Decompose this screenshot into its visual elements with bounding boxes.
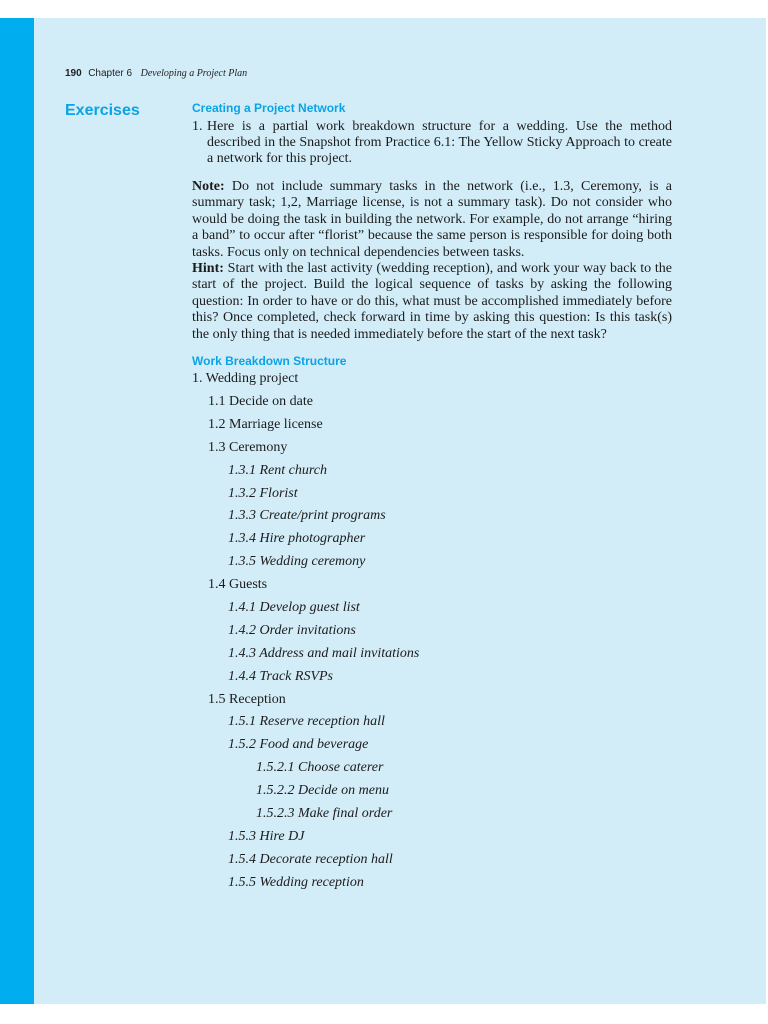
- wbs-item: 1.1 Decide on date: [208, 393, 313, 409]
- chapter-edge-bar: [0, 18, 34, 1004]
- chapter-label: Chapter 6: [88, 68, 133, 79]
- page: [0, 18, 766, 1004]
- wbs-item: 1.5.2.3 Make final order: [256, 805, 393, 821]
- wbs-item: 1.3.1 Rent church: [228, 462, 328, 478]
- wbs-item: 1.4 Guests: [208, 577, 268, 593]
- wbs-item: 1.5.1 Reserve reception hall: [228, 714, 385, 730]
- wbs-item: 1.5.4 Decorate reception hall: [228, 851, 393, 867]
- wbs-item: 1.3.4 Hire photographer: [228, 531, 366, 547]
- wbs-item: 1.3 Ceremony: [208, 439, 288, 455]
- exercise-text: Here is a partial work breakdown structure for a wedding. Use the method described in the Snapshot from Practice 6.1: The Yellow Sticky Approach to create a network for this project.: [207, 119, 672, 166]
- wbs-item: 1.5.5 Wedding reception: [228, 874, 364, 890]
- wbs-item: 1.2 Marriage license: [208, 416, 323, 432]
- wbs-item: 1.3.2 Florist: [228, 485, 298, 501]
- wbs-item: 1.5.2 Food and beverage: [228, 737, 369, 753]
- note-paragraph: [192, 179, 672, 261]
- wbs-item: 1.3.5 Wedding ceremony: [228, 554, 366, 570]
- wbs-item: 1.4.2 Order invitations: [228, 622, 356, 638]
- exercise-item: [192, 119, 672, 167]
- wbs-item: 1.3.3 Create/print programs: [228, 508, 386, 524]
- section-title: Creating a Project Network: [192, 101, 346, 115]
- wbs-item: 1.5.2.2 Decide on menu: [256, 783, 389, 799]
- wbs-item: 1.5.2.1 Choose caterer: [256, 760, 384, 776]
- hint-paragraph: [192, 261, 672, 343]
- hint-label: Hint:: [192, 261, 224, 277]
- page-number: 190: [65, 68, 82, 79]
- hint-text: Start with the last activity (wedding reception), and work your way back to the start of the project. Build the logical sequence of tasks by asking the following question: In order to have or do this, what must be accomplished immediately before this? Once completed, check forward in time by asking this question: Is this task(s) the only thing that is needed immediately before the start of the next task?: [192, 261, 672, 342]
- wbs-item: 1.5 Reception: [208, 691, 286, 707]
- note-label: Note:: [192, 179, 225, 194]
- exercise-content: [192, 100, 672, 898]
- wbs-list: [192, 371, 672, 897]
- wbs-item: 1.5.3 Hire DJ: [228, 828, 305, 844]
- chapter-title: Developing a Project Plan: [140, 68, 248, 79]
- wbs-item: 1.4.4 Track RSVPs: [228, 668, 333, 684]
- wbs-title: Work Breakdown Structure: [192, 354, 347, 369]
- wbs-item: 1.4.3 Address and mail invitations: [228, 645, 420, 661]
- exercises-heading: Exercises: [65, 102, 140, 119]
- running-head: [65, 68, 247, 79]
- note-text: Do not include summary tasks in the network (i.e., 1.3, Ceremony, is a summary task; 1,2, Marriage license, is not a summary task). Do not consider who would be doing the task in building the network. For example, do not arrange “hiring a band” to occur after “florist” because the same person is responsible for doing both tasks. Focus only on technical dependencies between tasks.: [192, 179, 672, 260]
- wbs-item: 1. Wedding project: [192, 371, 299, 387]
- exercise-number: 1.: [192, 119, 203, 134]
- wbs-item: 1.4.1 Develop guest list: [228, 599, 360, 615]
